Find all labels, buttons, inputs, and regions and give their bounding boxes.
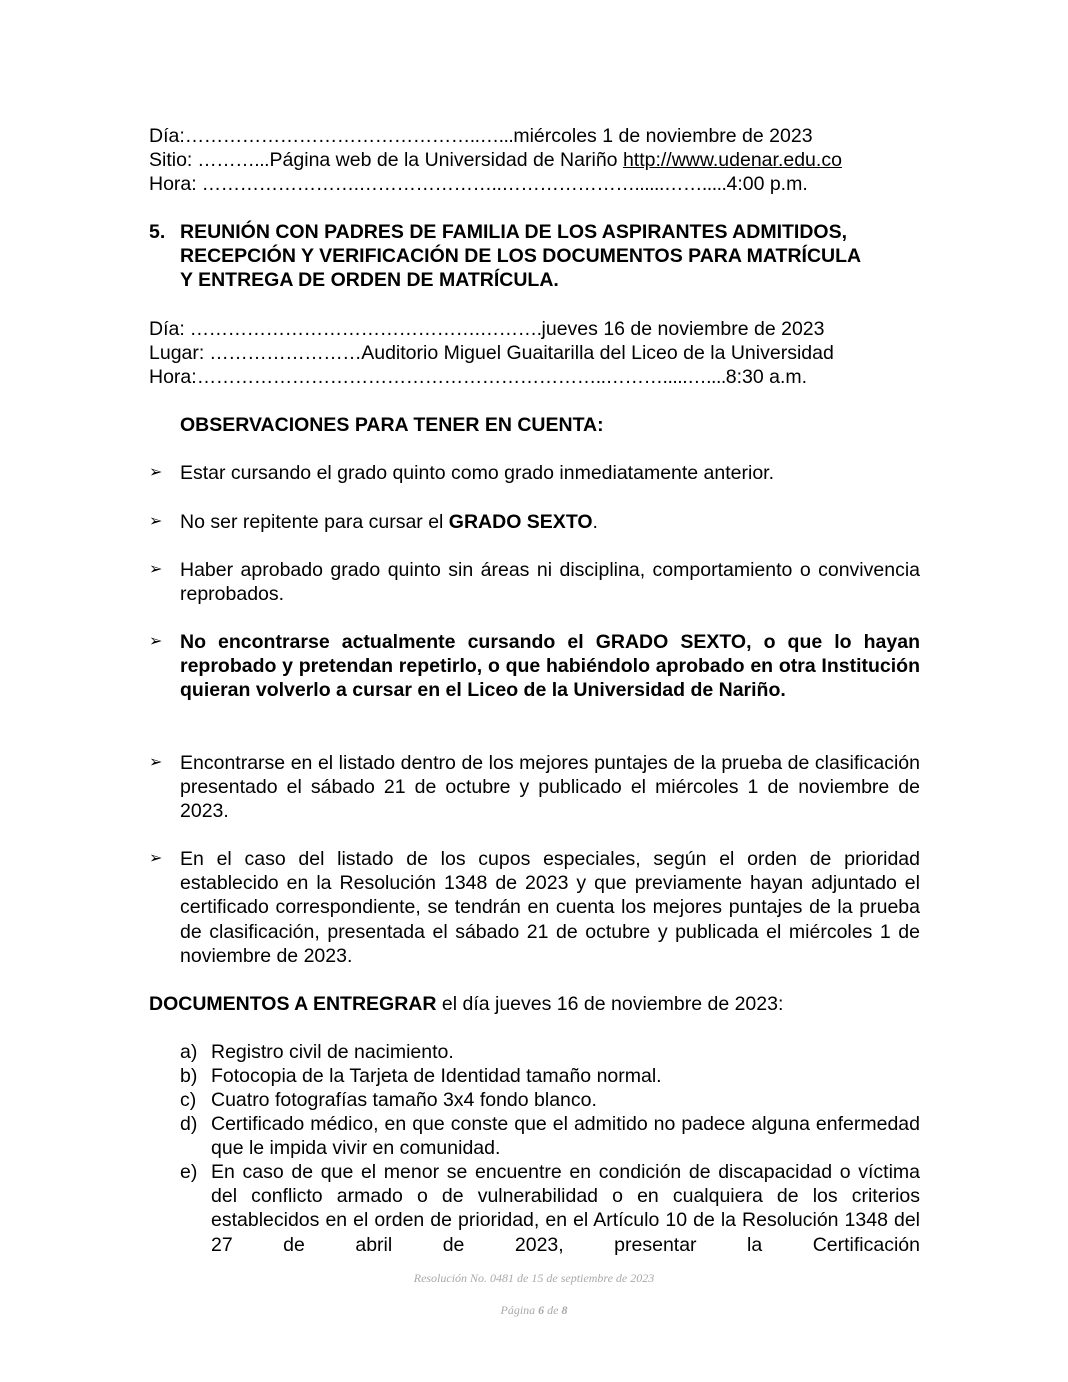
observation-item-2 <box>180 510 920 534</box>
footer-resolution: Resolución No. 0481 de 15 de septiembre de 2023 <box>413 1271 655 1285</box>
meeting-place-label: Lugar: <box>149 342 205 364</box>
meeting-place-value: Auditorio Miguel Guaitarilla del Liceo de la Universidad <box>361 342 834 364</box>
results-day-value: miércoles 1 de noviembre de 2023 <box>513 125 813 147</box>
documents-heading-rest: el día jueves 16 de noviembre de 2023: <box>436 993 784 1015</box>
document-item-a: Registro civil de nacimiento. <box>211 1041 454 1063</box>
footer-page-number <box>0 1303 1068 1318</box>
section-5-title-line-3: Y ENTREGA DE ORDEN DE MATRÍCULA. <box>180 269 559 291</box>
meeting-time-label: Hora: <box>149 366 197 388</box>
results-time-value: 4:00 p.m. <box>726 173 808 195</box>
observation-item-2-text: No ser repitente para cursar el <box>180 511 449 533</box>
meeting-day-label: Día: <box>149 318 185 340</box>
observation-item-2-end: . <box>592 511 598 533</box>
document-item-e-letter: e) <box>180 1161 198 1183</box>
results-time-label: Hora: <box>149 173 197 195</box>
footer-page-sep: de <box>544 1303 562 1317</box>
meeting-day-value: jueves 16 de noviembre de 2023 <box>541 318 825 340</box>
results-site-line <box>149 148 842 172</box>
document-item-b: Fotocopia de la Tarjeta de Identidad tamaño normal. <box>211 1065 662 1087</box>
results-day-leader: ………………………………………..…... <box>184 125 514 147</box>
documents-heading <box>149 992 783 1016</box>
results-site-leader: ……….. <box>192 149 265 171</box>
document-item-d-letter: d) <box>180 1113 198 1135</box>
meeting-place-line <box>149 341 834 365</box>
arrow-bullet-icon: ➢ <box>149 754 163 771</box>
document-item-d: Certificado médico, en que conste que el admitido no padece alguna enfermedad que le impida vivir en comunidad. <box>211 1113 920 1160</box>
section-5-title-line-2: RECEPCIÓN Y VERIFICACIÓN DE LOS DOCUMENTOS PARA MATRÍCULA <box>180 245 862 267</box>
results-site-label: Sitio: <box>149 149 193 171</box>
observation-item-2-bold: GRADO SEXTO <box>448 511 593 533</box>
results-time-line <box>149 172 808 196</box>
arrow-bullet-icon: ➢ <box>149 561 163 578</box>
documents-heading-bold: DOCUMENTOS A ENTREGRAR <box>149 993 437 1015</box>
udenar-website-link[interactable]: http://www.udenar.edu.co <box>622 149 842 171</box>
meeting-time-leader: ………………………………………………………..……….....….... <box>196 366 726 388</box>
meeting-time-line <box>149 365 807 389</box>
observation-item-3: Haber aprobado grado quinto sin áreas ni disciplina, comportamiento o convivencia reprobados. <box>180 559 920 606</box>
meeting-time-value: 8:30 a.m. <box>725 366 808 388</box>
arrow-bullet-icon: ➢ <box>149 633 163 650</box>
observation-item-4: No encontrarse actualmente cursando el GRADO SEXTO, o que lo hayan reprobado y pretendan repetirlo, o que habiéndolo aprobado en otra Institución quieran volverlo a cursar en el Liceo de la Universidad de Nariño. <box>180 631 920 702</box>
footer-page-total: 8 <box>561 1303 568 1317</box>
results-day-line <box>149 124 813 148</box>
arrow-bullet-icon: ➢ <box>149 464 163 481</box>
arrow-bullet-icon: ➢ <box>149 513 163 530</box>
arrow-bullet-icon: ➢ <box>149 850 163 867</box>
document-item-e: En caso de que el menor se encuentre en condición de discapacidad o víctima del conflicto armado o de vulnerabilidad o en cualquiera de los criterios establecidos en el orden de prioridad, en el Artículo 10 de la Resolución 1348 del 27 de abril de 2023, presentar la Certificación <box>211 1161 920 1256</box>
section-5-number: 5. <box>149 221 166 243</box>
meeting-place-leader: …………………… <box>204 342 362 364</box>
document-item-c-letter: c) <box>180 1089 197 1111</box>
observation-item-6: En el caso del listado de los cupos especiales, según el orden de prioridad establecido en la Resolución 1348 de 2023 y que previamente hayan adjuntado el certificado correspondiente, se tendrán en cuenta los mejores puntajes de la prueba de clasificación, presentada el sábado 21 de octubre y publicada el miércoles 1 de noviembre de 2023. <box>180 848 920 967</box>
footer-page-current: 6 <box>538 1303 545 1317</box>
results-site-text: .Página web de la Universidad de Nariño <box>264 149 623 171</box>
results-time-leader: …………………….…………………..…………………......……..... <box>196 173 727 195</box>
section-5-title-line-1: REUNIÓN CON PADRES DE FAMILIA DE LOS ASPIRANTES ADMITIDOS, <box>180 221 848 243</box>
meeting-day-leader: ……………………………………….………. <box>184 318 542 340</box>
observations-heading: OBSERVACIONES PARA TENER EN CUENTA: <box>180 414 604 436</box>
observation-item-5: Encontrarse en el listado dentro de los mejores puntajes de la prueba de clasificación presentado el sábado 21 de octubre y publicado el miércoles 1 de noviembre de 2023. <box>180 752 920 823</box>
results-day-label: Día: <box>149 125 185 147</box>
meeting-day-line <box>149 317 824 341</box>
footer-page-prefix: Página <box>500 1303 539 1317</box>
observation-item-1: Estar cursando el grado quinto como grado inmediatamente anterior. <box>180 462 775 484</box>
document-item-c: Cuatro fotografías tamaño 3x4 fondo blanco. <box>211 1089 597 1111</box>
document-item-b-letter: b) <box>180 1065 198 1087</box>
document-item-a-letter: a) <box>180 1041 198 1063</box>
